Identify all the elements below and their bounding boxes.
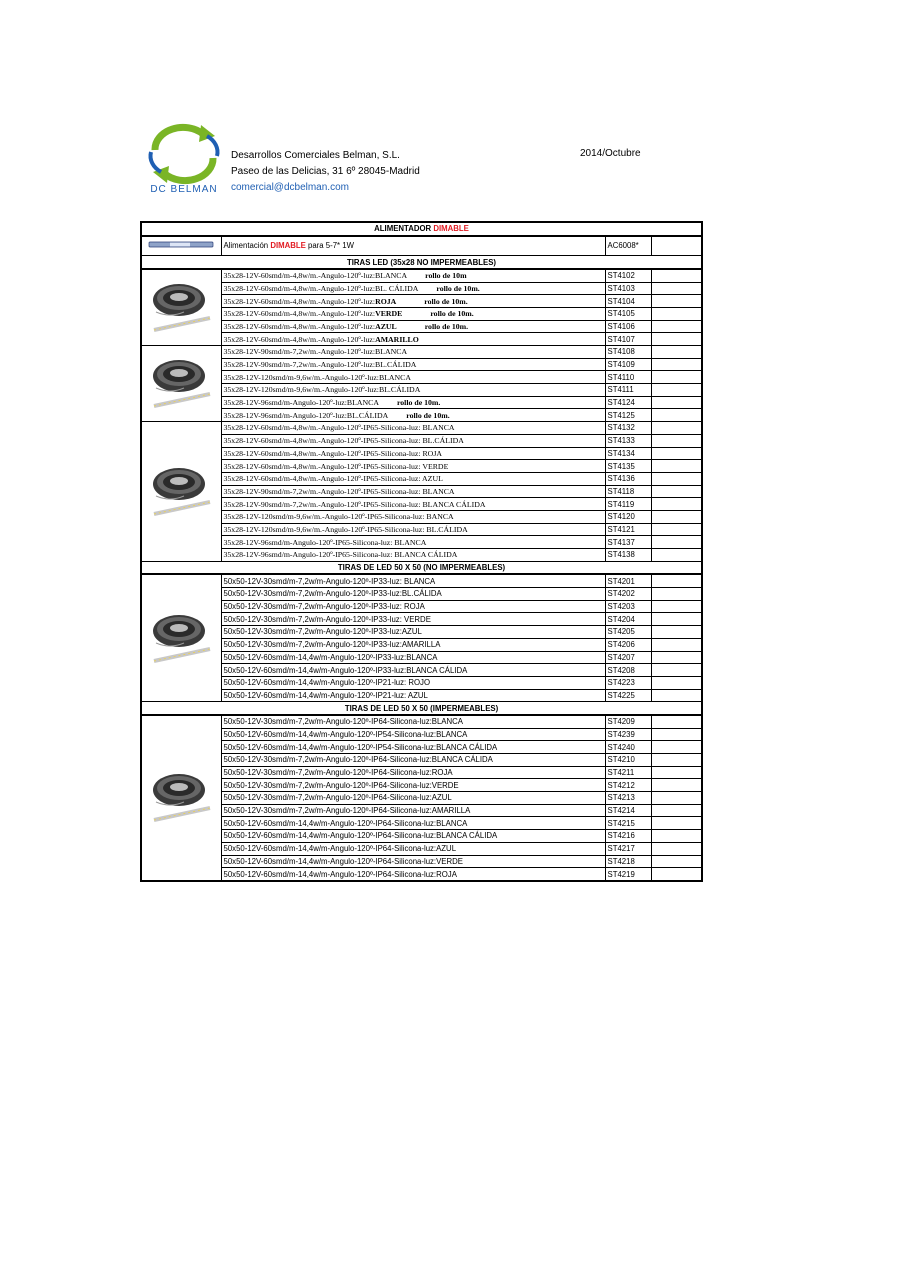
empty-cell: [651, 236, 702, 256]
product-description: [221, 715, 605, 728]
product-code: ST4202: [605, 588, 651, 601]
desc-text: 35x28-12V-60smd/m-4,8w/m.-Angulo-120º-luz:BLANCA: [223, 271, 408, 281]
catalog-date: 2014/Octubre: [580, 148, 641, 159]
desc-text: 50x50-12V-60smd/m-14,4w/m-Angulo-120º-IP21-luz: ROJO: [223, 678, 431, 688]
table-row: [141, 498, 702, 511]
product-description: [221, 842, 605, 855]
desc-color: ROJA: [375, 296, 397, 306]
desc-text: 50x50-12V-30smd/m-7,2w/m-Angulo-120º-IP64-Silicona-luz:ROJA: [223, 768, 453, 778]
empty-cell: [651, 715, 702, 728]
product-code: ST4205: [605, 626, 651, 639]
product-description: [221, 651, 605, 664]
section-header-dimable: [141, 222, 702, 236]
desc-text: 35x28-12V-120smd/m-9,6w/m.-Angulo-120º-IP65-Silicona-luz: BANCA: [223, 512, 454, 522]
product-description: [221, 868, 605, 881]
desc-color: VERDE: [375, 309, 403, 319]
product-description: [221, 664, 605, 677]
section-header: [141, 702, 702, 715]
product-code: ST4217: [605, 842, 651, 855]
product-description: [221, 689, 605, 702]
empty-cell: [651, 779, 702, 792]
empty-cell: [651, 536, 702, 549]
power-supply-image: [141, 236, 221, 256]
page-header: [143, 120, 703, 200]
empty-cell: [651, 600, 702, 613]
product-code: ST4213: [605, 792, 651, 805]
table-row: [141, 422, 702, 435]
company-address: Paseo de las Delicias, 31 6º 28045-Madrid: [231, 166, 420, 177]
empty-cell: [651, 855, 702, 868]
product-description: [221, 855, 605, 868]
desc-text: 50x50-12V-60smd/m-14,4w/m-Angulo-120º-IP21-luz: AZUL: [223, 690, 428, 700]
table-row: [141, 523, 702, 536]
product-code: ST4215: [605, 817, 651, 830]
product-code: ST4201: [605, 574, 651, 587]
product-description: [221, 384, 605, 397]
empty-cell: [651, 396, 702, 409]
table-row: [141, 460, 702, 473]
product-code: ST4134: [605, 447, 651, 460]
product-code: ST4206: [605, 638, 651, 651]
table-row: [141, 295, 702, 308]
company-email[interactable]: comercial@dcbelman.com: [231, 182, 349, 193]
product-image: [141, 346, 221, 422]
product-description: [221, 536, 605, 549]
empty-cell: [651, 792, 702, 805]
product-code: ST4212: [605, 779, 651, 792]
desc-text: 50x50-12V-30smd/m-7,2w/m-Angulo-120º-IP33-luz: VERDE: [223, 614, 431, 624]
product-code: ST4135: [605, 460, 651, 473]
section-header: [141, 256, 702, 269]
empty-cell: [651, 651, 702, 664]
empty-cell: [651, 307, 702, 320]
table-row: [141, 830, 702, 843]
empty-cell: [651, 485, 702, 498]
company-logo: [143, 120, 225, 196]
product-code: ST4137: [605, 536, 651, 549]
desc-text: 35x28-12V-60smd/m-4,8w/m.-Angulo-120º-IP65-Silicona-luz: ROJA: [223, 448, 442, 458]
desc-text: 35x28-12V-90smd/m-7,2w/m.-Angulo-120º-luz:BLANCA: [223, 347, 408, 357]
table-row: [141, 574, 702, 587]
empty-cell: [651, 409, 702, 422]
product-description: [221, 422, 605, 435]
product-description: [221, 830, 605, 843]
desc-text: 50x50-12V-60smd/m-14,4w/m-Angulo-120º-IP33-luz:BLANCA CÁLIDA: [223, 665, 468, 675]
product-description: [221, 754, 605, 767]
company-info: [231, 148, 420, 196]
table-row: [141, 676, 702, 689]
product-description: [221, 447, 605, 460]
product-description: [221, 523, 605, 536]
empty-cell: [651, 295, 702, 308]
empty-cell: [651, 282, 702, 295]
roll-length: rollo de 10m: [425, 271, 467, 281]
empty-cell: [651, 269, 702, 282]
empty-cell: [651, 320, 702, 333]
table-row: [141, 536, 702, 549]
desc-text: 50x50-12V-30smd/m-7,2w/m-Angulo-120º-IP64-Silicona-luz:BLANCA: [223, 717, 463, 727]
product-description: [221, 766, 605, 779]
section-title-text: ALIMENTADOR: [374, 224, 434, 234]
desc-text-post: para 5-7* 1W: [305, 241, 354, 251]
product-description: [221, 409, 605, 422]
empty-cell: [651, 728, 702, 741]
product-description: [221, 346, 605, 359]
table-row: [141, 792, 702, 805]
product-code: ST4239: [605, 728, 651, 741]
empty-cell: [651, 358, 702, 371]
desc-text: 35x28-12V-60smd/m-4,8w/m.-Angulo-120º-luz:: [223, 309, 376, 319]
empty-cell: [651, 498, 702, 511]
table-row: [141, 779, 702, 792]
product-description: [221, 472, 605, 485]
product-code: ST4133: [605, 434, 651, 447]
product-description: [221, 549, 605, 562]
empty-cell: [651, 842, 702, 855]
table-row: [141, 371, 702, 384]
table-row: [141, 754, 702, 767]
product-image: [141, 422, 221, 562]
empty-cell: [651, 689, 702, 702]
led-strip-reel-icon: [150, 458, 212, 522]
product-catalog-table: [140, 221, 703, 882]
table-row: [141, 817, 702, 830]
desc-text: 50x50-12V-30smd/m-7,2w/m-Angulo-120º-IP64-Silicona-luz:AZUL: [223, 793, 452, 803]
desc-text: 50x50-12V-60smd/m-14,4w/m-Angulo-120º-IP64-Silicona-luz:BLANCA: [223, 818, 468, 828]
product-description: [221, 295, 605, 308]
desc-text: 50x50-12V-30smd/m-7,2w/m-Angulo-120º-IP33-luz: BLANCA: [223, 576, 436, 586]
desc-text: 35x28-12V-60smd/m-4,8w/m.-Angulo-120º-IP65-Silicona-luz: BL.CÁLIDA: [223, 436, 464, 446]
table-row: [141, 588, 702, 601]
table-row: [141, 766, 702, 779]
empty-cell: [651, 523, 702, 536]
product-code: ST4119: [605, 498, 651, 511]
empty-cell: [651, 460, 702, 473]
product-description: [221, 779, 605, 792]
product-code: ST4210: [605, 754, 651, 767]
table-row: [141, 269, 702, 282]
desc-text: 35x28-12V-90smd/m-7,2w/m.-Angulo-120º-luz:BL.CÁLIDA: [223, 360, 417, 370]
product-description: [221, 728, 605, 741]
product-description: [221, 434, 605, 447]
empty-cell: [651, 741, 702, 754]
desc-text: 35x28-12V-90smd/m-7,2w/m.-Angulo-120º-IP65-Silicona-luz: BLANCA CÁLIDA: [223, 499, 486, 509]
product-code: ST4111: [605, 384, 651, 397]
empty-cell: [651, 384, 702, 397]
product-code: ST4208: [605, 664, 651, 677]
desc-text: 50x50-12V-60smd/m-14,4w/m-Angulo-120º-IP33-luz:BLANCA: [223, 652, 438, 662]
product-image: [141, 715, 221, 881]
empty-cell: [651, 830, 702, 843]
empty-cell: [651, 638, 702, 651]
table-row: [141, 728, 702, 741]
desc-text: 35x28-12V-60smd/m-4,8w/m.-Angulo-120º-IP65-Silicona-luz: VERDE: [223, 461, 449, 471]
empty-cell: [651, 472, 702, 485]
empty-cell: [651, 664, 702, 677]
product-description: [221, 676, 605, 689]
product-code: ST4225: [605, 689, 651, 702]
table-row: [141, 510, 702, 523]
product-code: ST4110: [605, 371, 651, 384]
table-row: [141, 613, 702, 626]
table-row: [141, 638, 702, 651]
product-description: [221, 638, 605, 651]
empty-cell: [651, 434, 702, 447]
desc-text: Alimentación: [223, 241, 271, 251]
desc-text: 35x28-12V-120smd/m-9,6w/m.-Angulo-120º-IP65-Silicona-luz: BL.CÁLIDA: [223, 524, 468, 534]
product-code: ST4223: [605, 676, 651, 689]
desc-text: 35x28-12V-60smd/m-4,8w/m.-Angulo-120º-luz:: [223, 321, 376, 331]
product-code: ST4136: [605, 472, 651, 485]
desc-text: 35x28-12V-60smd/m-4,8w/m.-Angulo-120º-IP65-Silicona-luz: AZUL: [223, 474, 443, 484]
product-code: ST4138: [605, 549, 651, 562]
table-row: [141, 600, 702, 613]
product-description: [221, 371, 605, 384]
section-title-highlight: DIMABLE: [433, 224, 469, 234]
empty-cell: [651, 804, 702, 817]
product-code: ST4102: [605, 269, 651, 282]
desc-text: 50x50-12V-60smd/m-14,4w/m-Angulo-120º-IP64-Silicona-luz:VERDE: [223, 856, 463, 866]
table-row: [141, 485, 702, 498]
desc-text: 50x50-12V-30smd/m-7,2w/m-Angulo-120º-IP33-luz: ROJA: [223, 602, 425, 612]
product-code: ST4103: [605, 282, 651, 295]
table-row: [141, 396, 702, 409]
led-strip-reel-icon: [150, 764, 212, 828]
roll-length: rollo de 10m.: [424, 321, 469, 331]
product-code: ST4218: [605, 855, 651, 868]
table-row: [141, 626, 702, 639]
desc-text: 50x50-12V-30smd/m-7,2w/m-Angulo-120º-IP33-luz:AZUL: [223, 627, 422, 637]
empty-cell: [651, 588, 702, 601]
product-code: ST4109: [605, 358, 651, 371]
desc-text: 50x50-12V-30smd/m-7,2w/m-Angulo-120º-IP33-luz:AMARILLA: [223, 640, 441, 650]
desc-text: 35x28-12V-60smd/m-4,8w/m.-Angulo-120º-IP65-Silicona-luz: BLANCA: [223, 423, 455, 433]
table-row: [141, 842, 702, 855]
logo-text: DC BELMAN: [150, 184, 218, 195]
product-code: ST4214: [605, 804, 651, 817]
product-description: [221, 574, 605, 587]
desc-text: 50x50-12V-30smd/m-7,2w/m-Angulo-120º-IP33-luz:BL.CÁLIDA: [223, 589, 442, 599]
product-description: [221, 498, 605, 511]
product-code: ST4204: [605, 613, 651, 626]
product-code: ST4132: [605, 422, 651, 435]
empty-cell: [651, 422, 702, 435]
product-description: [221, 613, 605, 626]
table-row: [141, 307, 702, 320]
product-code: ST4216: [605, 830, 651, 843]
product-code: ST4209: [605, 715, 651, 728]
product-description: [221, 460, 605, 473]
product-description: [221, 333, 605, 346]
product-code: ST4207: [605, 651, 651, 664]
product-description: [221, 600, 605, 613]
company-name: Desarrollos Comerciales Belman, S.L.: [231, 150, 400, 161]
empty-cell: [651, 574, 702, 587]
table-row: [141, 651, 702, 664]
product-code: ST4107: [605, 333, 651, 346]
product-description: [221, 741, 605, 754]
product-code: ST4108: [605, 346, 651, 359]
empty-cell: [651, 613, 702, 626]
desc-text: 35x28-12V-120smd/m-9,6w/m.-Angulo-120º-luz:BLANCA: [223, 372, 412, 382]
table-row: [141, 333, 702, 346]
product-description: [221, 358, 605, 371]
roll-length: rollo de 10m.: [436, 283, 480, 293]
desc-text: 35x28-12V-60smd/m-4,8w/m.-Angulo-120º-luz:BL. CÁLIDA: [223, 283, 419, 293]
section-title: TIRAS LED (35x28 NO IMPERMEABLES): [141, 256, 702, 269]
table-row: [141, 472, 702, 485]
table-row: [141, 549, 702, 562]
table-row: [141, 855, 702, 868]
product-code: ST4124: [605, 396, 651, 409]
desc-text: 35x28-12V-60smd/m-4,8w/m.-Angulo-120º-luz:: [223, 334, 376, 344]
led-strip-reel-icon: [150, 350, 212, 414]
roll-length: rollo de 10m.: [424, 296, 468, 306]
product-code: ST4118: [605, 485, 651, 498]
table-row: [141, 384, 702, 397]
table-row: [141, 282, 702, 295]
section-header: [141, 561, 702, 574]
table-row: [141, 741, 702, 754]
desc-text: 50x50-12V-60smd/m-14,4w/m-Angulo-120º-IP64-Silicona-luz:AZUL: [223, 844, 457, 854]
desc-text: 50x50-12V-60smd/m-14,4w/m-Angulo-120º-IP54-Silicona-luz:BLANCA CÁLIDA: [223, 742, 498, 752]
empty-cell: [651, 510, 702, 523]
table-row: [141, 358, 702, 371]
led-strip-reel-icon: [150, 274, 212, 338]
section-title: TIRAS DE LED 50 X 50 (NO IMPERMEABLES): [141, 561, 702, 574]
product-description: [221, 792, 605, 805]
product-description: [221, 307, 605, 320]
empty-cell: [651, 371, 702, 384]
desc-text: 50x50-12V-30smd/m-7,2w/m-Angulo-120º-IP64-Silicona-luz:BLANCA CÁLIDA: [223, 755, 493, 765]
desc-text: 50x50-12V-30smd/m-7,2w/m-Angulo-120º-IP64-Silicona-luz:AMARILLA: [223, 806, 471, 816]
table-row: [141, 236, 702, 256]
desc-text: 35x28-12V-96smd/m-Angulo-120º-luz:BL.CÁLIDA: [223, 410, 389, 420]
led-strip-reel-icon: [150, 605, 212, 669]
desc-text: 35x28-12V-60smd/m-4,8w/m.-Angulo-120º-luz:: [223, 296, 376, 306]
desc-text: 35x28-12V-96smd/m-Angulo-120º-IP65-Silicona-luz: BLANCA CÁLIDA: [223, 550, 458, 560]
desc-text: 50x50-12V-60smd/m-14,4w/m-Angulo-120º-IP64-Silicona-luz:ROJA: [223, 869, 457, 879]
product-description: [221, 269, 605, 282]
desc-color: AMARILLO: [375, 334, 419, 344]
empty-cell: [651, 754, 702, 767]
empty-cell: [651, 549, 702, 562]
power-supply-icon: [148, 239, 214, 249]
product-code: ST4211: [605, 766, 651, 779]
table-row: [141, 320, 702, 333]
roll-length: rollo de 10m.: [406, 410, 450, 420]
product-description: [221, 396, 605, 409]
product-description: [221, 320, 605, 333]
product-code: ST4219: [605, 868, 651, 881]
table-row: [141, 346, 702, 359]
product-code: ST4106: [605, 320, 651, 333]
table-row: [141, 409, 702, 422]
table-row: [141, 434, 702, 447]
desc-text: 50x50-12V-30smd/m-7,2w/m-Angulo-120º-IP64-Silicona-luz:VERDE: [223, 780, 459, 790]
empty-cell: [651, 868, 702, 881]
desc-text: 35x28-12V-96smd/m-Angulo-120º-luz:BLANCA: [223, 398, 379, 408]
product-description: [221, 626, 605, 639]
desc-text: 50x50-12V-60smd/m-14,4w/m-Angulo-120º-IP64-Silicona-luz:BLANCA CÁLIDA: [223, 831, 498, 841]
empty-cell: [651, 676, 702, 689]
product-image: [141, 269, 221, 346]
roll-length: rollo de 10m.: [430, 309, 474, 319]
desc-text: 50x50-12V-60smd/m-14,4w/m-Angulo-120º-IP54-Silicona-luz:BLANCA: [223, 729, 468, 739]
product-code: ST4120: [605, 510, 651, 523]
roll-length: rollo de 10m.: [396, 398, 441, 408]
product-description: [221, 510, 605, 523]
desc-text: 35x28-12V-90smd/m-7,2w/m.-Angulo-120º-IP65-Silicona-luz: BLANCA: [223, 486, 455, 496]
desc-highlight: DIMABLE: [270, 241, 306, 251]
section-title: TIRAS DE LED 50 X 50 (IMPERMEABLES): [141, 702, 702, 715]
empty-cell: [651, 626, 702, 639]
product-description: [221, 282, 605, 295]
product-code: ST4121: [605, 523, 651, 536]
table-row: [141, 664, 702, 677]
product-code: AC6008*: [605, 236, 651, 256]
table-row: [141, 868, 702, 881]
section-title: [141, 222, 702, 236]
product-code: ST4125: [605, 409, 651, 422]
table-row: [141, 447, 702, 460]
empty-cell: [651, 333, 702, 346]
empty-cell: [651, 766, 702, 779]
product-description: [221, 588, 605, 601]
product-description: [221, 817, 605, 830]
desc-color: AZUL: [375, 321, 397, 331]
product-code: ST4240: [605, 741, 651, 754]
desc-text: 35x28-12V-120smd/m-9,6w/m.-Angulo-120º-luz:BL.CÁLIDA: [223, 385, 421, 395]
table-row: [141, 804, 702, 817]
product-image: [141, 574, 221, 701]
product-description: [221, 485, 605, 498]
empty-cell: [651, 447, 702, 460]
table-row: [141, 715, 702, 728]
empty-cell: [651, 817, 702, 830]
product-description: [221, 804, 605, 817]
desc-text: 35x28-12V-96smd/m-Angulo-120º-IP65-Silicona-luz: BLANCA: [223, 537, 427, 547]
product-code: ST4104: [605, 295, 651, 308]
table-row: [141, 689, 702, 702]
product-description: [221, 236, 605, 256]
product-code: ST4203: [605, 600, 651, 613]
product-code: ST4105: [605, 307, 651, 320]
empty-cell: [651, 346, 702, 359]
